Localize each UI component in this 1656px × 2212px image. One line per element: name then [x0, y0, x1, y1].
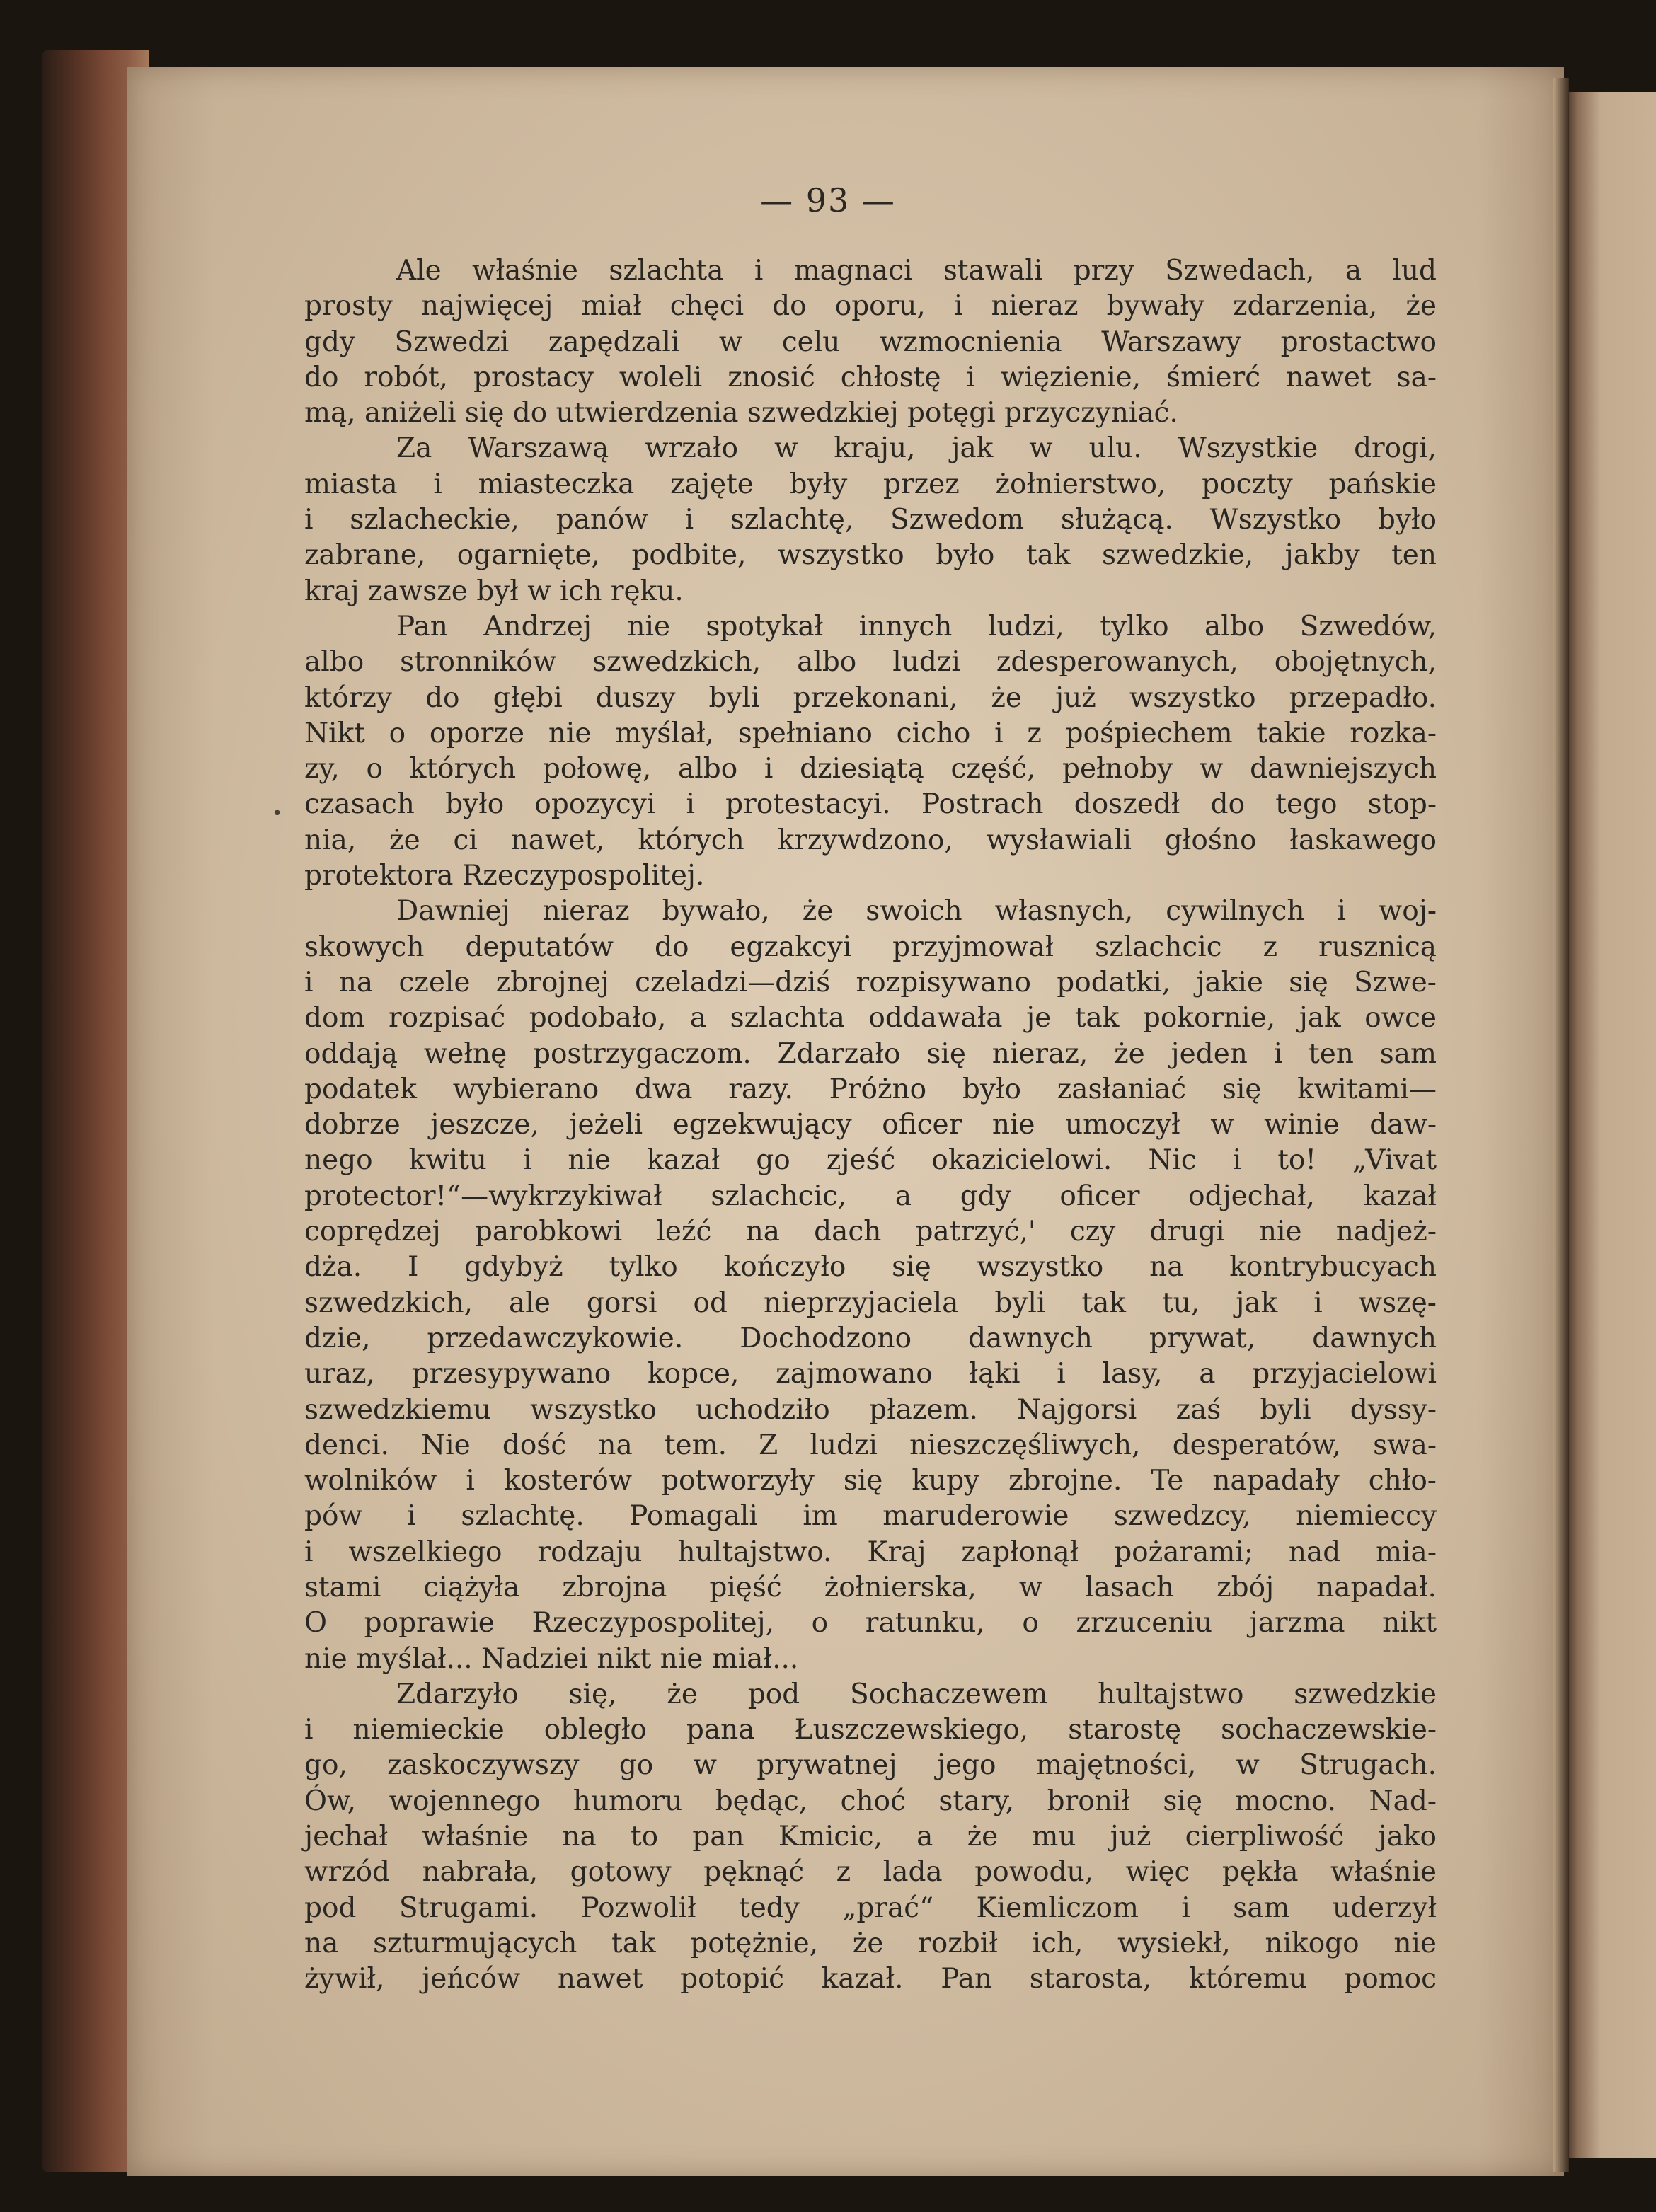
text-line: O poprawie Rzeczypospolitej, o ratunku, o zrzuceniu jarzma nikt	[304, 1607, 1437, 1640]
text-line: coprędzej parobkowi leźć na dach patrzyć,' czy drugi nie nadjeż-	[304, 1216, 1437, 1248]
text-line: protektora Rzeczypospolitej.	[304, 860, 705, 892]
text-line: kraj zawsze był w ich ręku.	[304, 575, 684, 607]
text-line: dża. I gdybyż tylko kończyło się wszystko na kontrybucyach	[304, 1251, 1437, 1284]
text-line: nia, że ci nawet, których krzywdzono, wysławiali głośno łaskawego	[304, 824, 1437, 856]
text-line: wrzód nabrała, gotowy pęknąć z lada powodu, więc pękła właśnie	[304, 1856, 1437, 1889]
text-line: i szlacheckie, panów i szlachtę, Szwedom służącą. Wszystko było	[304, 504, 1437, 536]
text-line: oddają wełnę postrzygaczom. Zdarzało się nieraz, że jeden i ten sam	[304, 1037, 1437, 1070]
text-line: nego kwitu i nie kazał go zjeść okazicielowi. Nic i to! „Vivat	[304, 1144, 1437, 1177]
text-line: żywił, jeńców nawet potopić kazał. Pan starosta, któremu pomoc	[304, 1963, 1437, 1995]
text-line: zabrane, ogarnięte, podbite, wszystko było tak szwedzkie, jakby ten	[304, 539, 1437, 572]
text-line: go, zaskoczywszy go w prywatnej jego majętności, w Strugach.	[304, 1749, 1437, 1782]
text-line: do robót, prostacy woleli znosić chłostę i więzienie, śmierć nawet sa-	[304, 361, 1437, 393]
text-line: mą, aniżeli się do utwierdzenia szwedzkiej potęgi przyczyniać.	[304, 397, 1178, 430]
text-line: nie myślał... Nadziei nikt nie miał...	[304, 1642, 799, 1675]
text-line: gdy Szwedzi zapędzali w celu wzmocnienia Warszawy prostactwo	[304, 326, 1437, 358]
text-line: uraz, przesypywano kopce, zajmowano łąki i lasy, a przyjacielowi	[304, 1358, 1437, 1390]
margin-mark: •	[272, 803, 283, 824]
text-line: pod Strugami. Pozwolił tedy „prać“ Kiemliczom i sam uderzył	[304, 1891, 1437, 1924]
text-line: Ale właśnie szlachta i magnaci stawali przy Szwedach, a lud	[396, 255, 1437, 287]
text-line: zy, o których połowę, albo i dziesiątą część, pełnoby w dawniejszych	[304, 753, 1437, 785]
text-line: i wszelkiego rodzaju hultajstwo. Kraj zapłonął pożarami; nad mia-	[304, 1536, 1437, 1568]
text-line: albo stronników szwedzkich, albo ludzi zdesperowanych, obojętnych,	[304, 646, 1437, 679]
text-line: jechał właśnie na to pan Kmicic, a że mu już cierpliwość jako	[304, 1821, 1437, 1853]
text-line: Nikt o oporze nie myślał, spełniano cicho i z pośpiechem takie rozka-	[304, 717, 1437, 749]
text-line: dzie, przedawczykowie. Dochodzono dawnych prywat, dawnych	[304, 1322, 1437, 1354]
text-line: dom rozpisać podobało, a szlachta oddawała je tak pokornie, jak owce	[304, 1002, 1437, 1035]
text-line: Za Warszawą wrzało w kraju, jak w ulu. Wszystkie drogi,	[396, 432, 1437, 465]
text-line: pów i szlachtę. Pomagali im maruderowie szwedzcy, niemieccy	[304, 1500, 1437, 1533]
text-line: miasta i miasteczka zajęte były przez żołnierstwo, poczty pańskie	[304, 468, 1437, 500]
text-line: wolników i kosterów potworzyły się kupy zbrojne. Te napadały chło-	[304, 1465, 1437, 1497]
text-line: prosty najwięcej miał chęci do oporu, i nieraz bywały zdarzenia, że	[304, 290, 1437, 323]
text-line: protector!“—wykrzykiwał szlachcic, a gdy oficer odjechał, kazał	[304, 1180, 1437, 1212]
adjacent-page-edge	[1564, 92, 1656, 2158]
page-fore-edge	[1553, 78, 1569, 2172]
body-text	[304, 253, 1437, 1998]
text-line: i na czele zbrojnej czeladzi—dziś rozpisywano podatki, jakie się Szwe-	[304, 966, 1437, 998]
text-line: Pan Andrzej nie spotykał innych ludzi, tylko albo Szwedów,	[396, 610, 1437, 643]
text-line: stami ciążyła zbrojna pięść żołnierska, w lasach zbój napadał.	[304, 1571, 1437, 1603]
text-line: czasach było opozycyi i protestacyi. Postrach doszedł do tego stop-	[304, 788, 1437, 821]
text-line: podatek wybierano dwa razy. Próżno było zasłaniać się kwitami—	[304, 1073, 1437, 1105]
text-line: na szturmujących tak potężnie, że rozbił ich, wysiekł, nikogo nie	[304, 1927, 1437, 1959]
text-line: i niemieckie obległo pana Łuszczewskiego, starostę sochaczewskie-	[304, 1714, 1437, 1746]
text-line: Ów, wojennego humoru będąc, choć stary, bronił się mocno. Nad-	[304, 1785, 1437, 1817]
text-line: denci. Nie dość na tem. Z ludzi nieszczęśliwych, desperatów, swa-	[304, 1429, 1437, 1461]
text-line: szwedzkich, ale gorsi od nieprzyjaciela byli tak tu, jak i wszę-	[304, 1286, 1437, 1319]
text-line: którzy do głębi duszy byli przekonani, że już wszystko przepadło.	[304, 681, 1437, 714]
text-line: Dawniej nieraz bywało, że swoich własnych, cywilnych i woj-	[396, 895, 1437, 928]
page-number: — 93 —	[760, 181, 896, 219]
text-line: dobrze jeszcze, jeżeli egzekwujący oficer nie umoczył w winie daw-	[304, 1109, 1437, 1141]
text-line: szwedzkiemu wszystko uchodziło płazem. Najgorsi zaś byli dyssy-	[304, 1393, 1437, 1426]
text-line: skowych deputatów do egzakcyi przyjmował szlachcic z rusznicą	[304, 931, 1437, 963]
text-line: Zdarzyło się, że pod Sochaczewem hultajstwo szwedzkie	[396, 1678, 1437, 1710]
